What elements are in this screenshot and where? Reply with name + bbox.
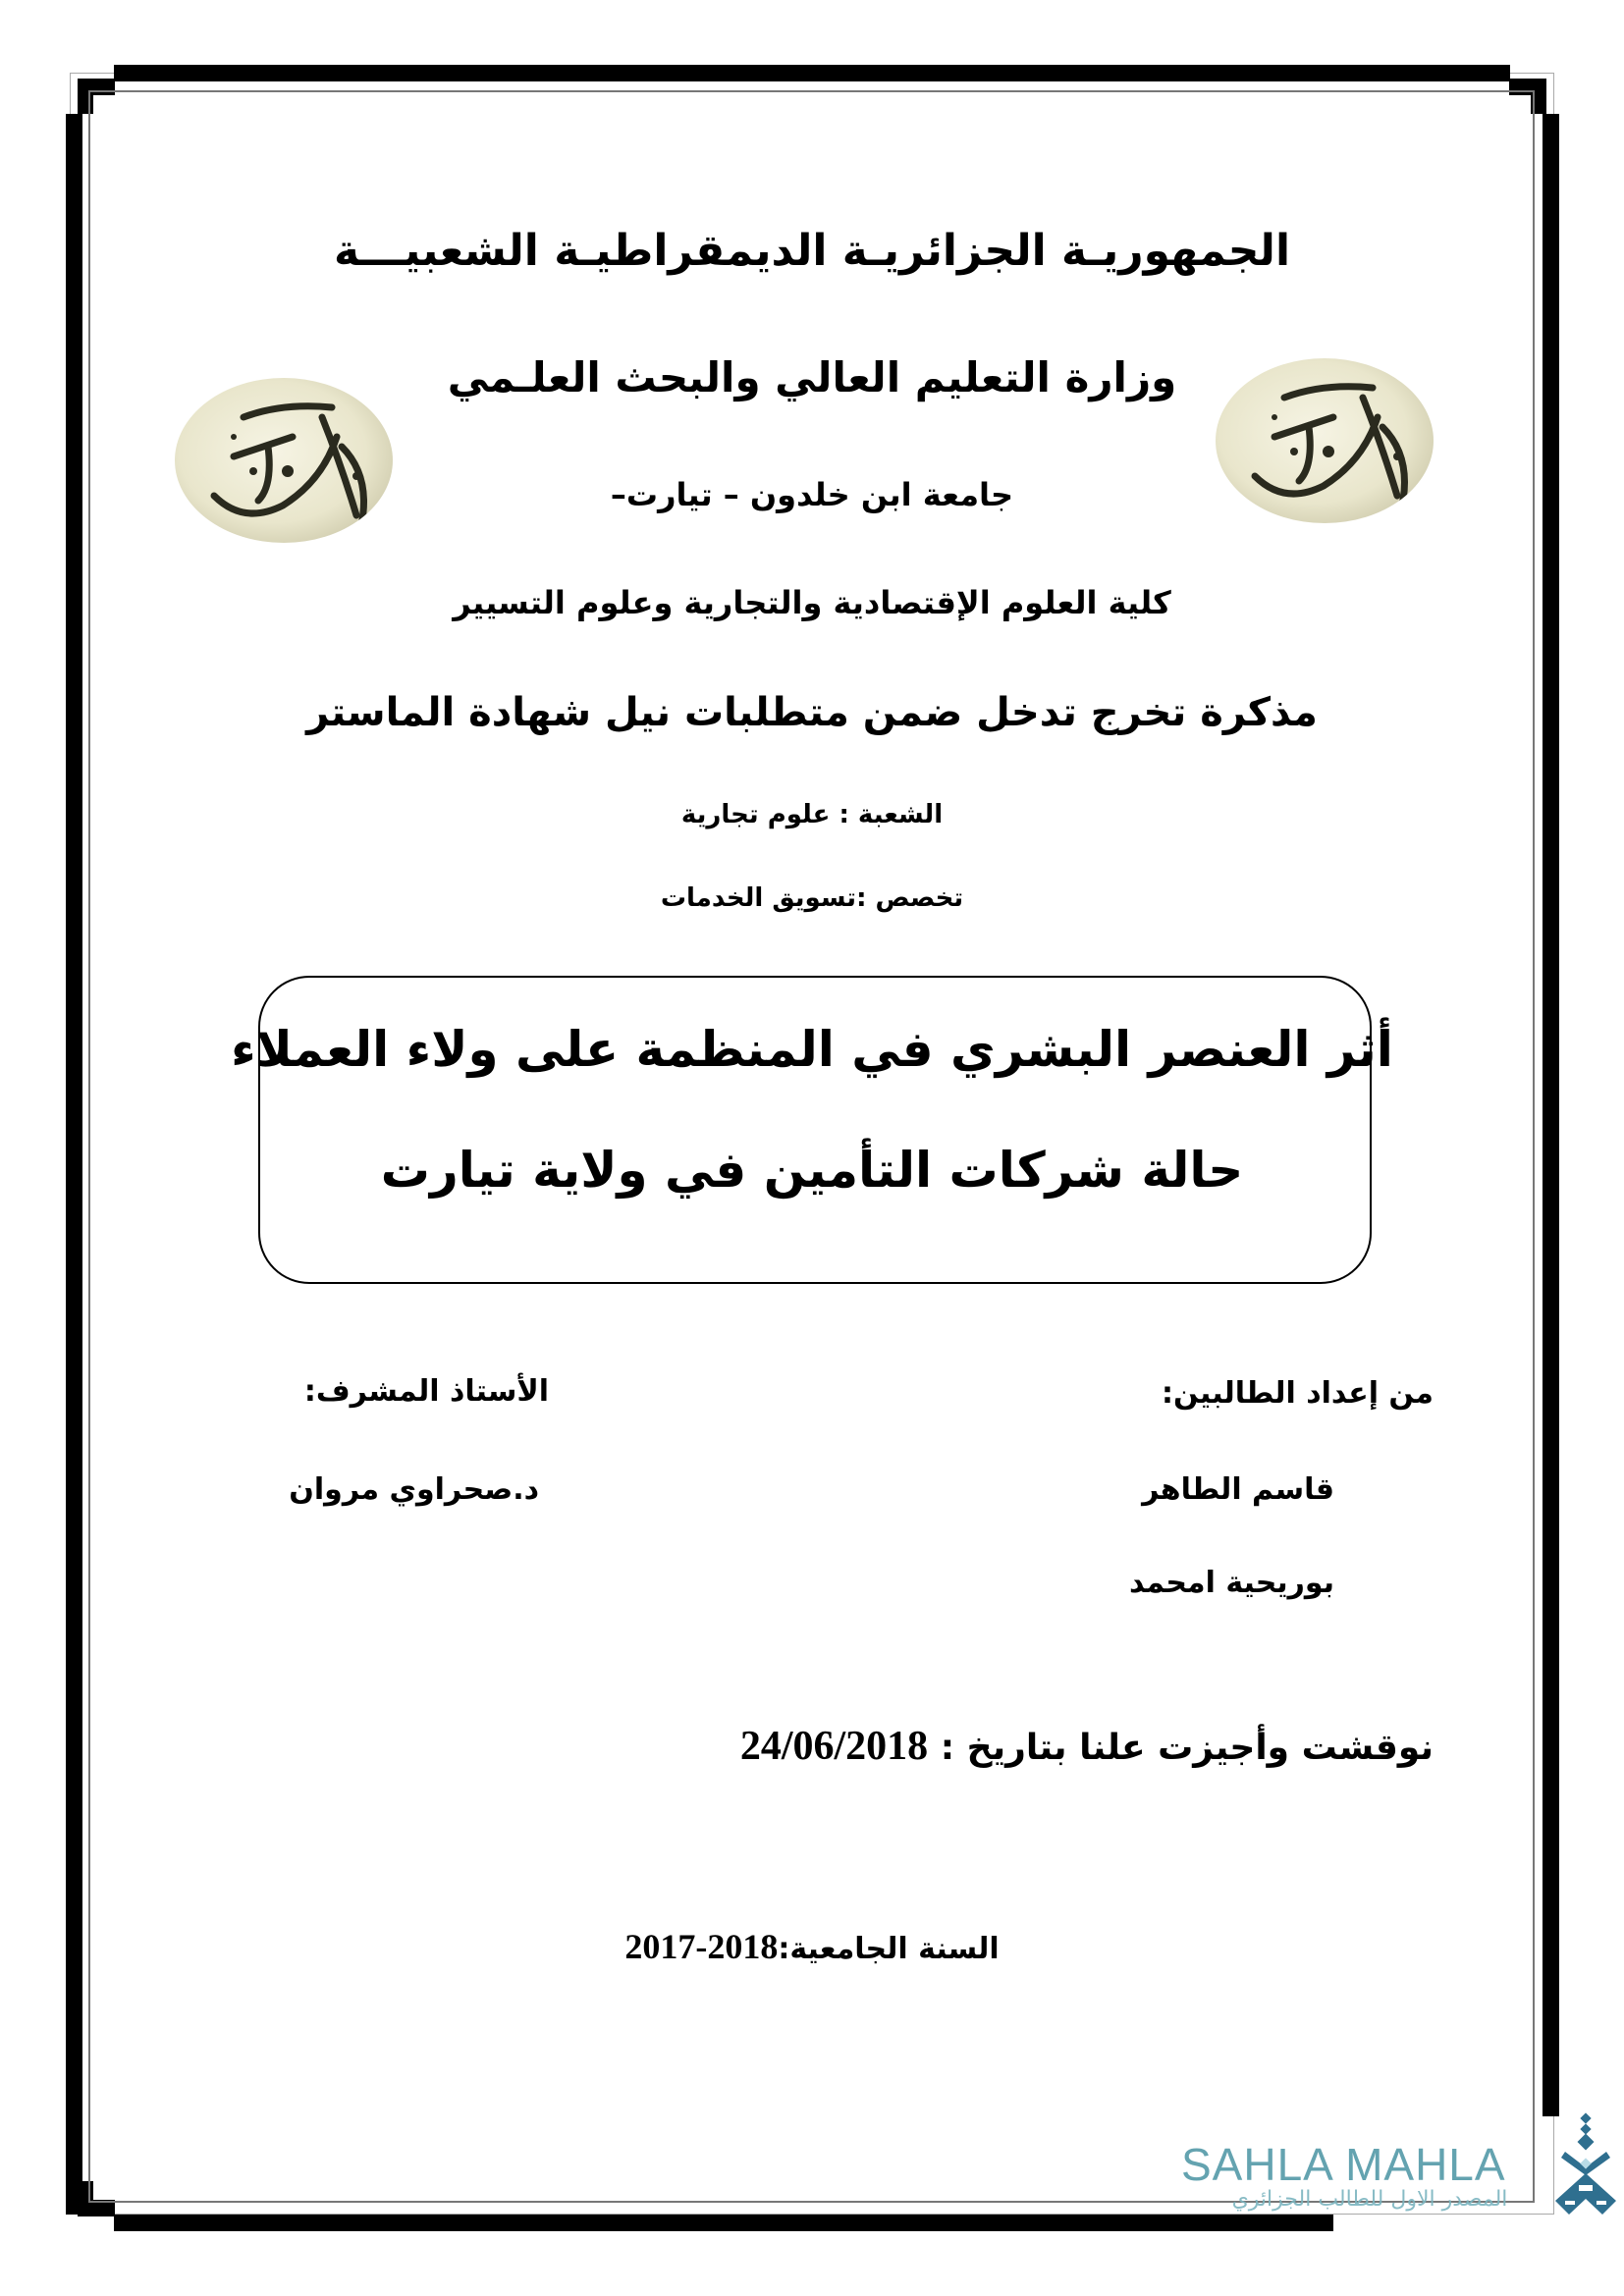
defense-date-line — [740, 1723, 1434, 1770]
academic-year-value: 2017-2018 — [624, 1927, 779, 1966]
university-name: جامعة ابن خلدون – تيارت– — [610, 476, 1014, 513]
supervisor-name: د.صحراوي مروان — [289, 1472, 539, 1507]
academic-year-label: السنة الجامعية: — [778, 1932, 1000, 1966]
thesis-type: مذكرة تخرج تدخل ضمن متطلبات نيل شهادة الماستر — [306, 690, 1318, 735]
country-name: الجمهوريـة الجزائريـة الديمقراطيـة الشعبيـــة — [333, 226, 1291, 276]
page-border-top — [114, 65, 1510, 81]
faculty-name: كلية العلوم الإقتصادية والتجارية وعلوم التسيير — [453, 584, 1171, 621]
watermark-tagline: المصدر الاول للطالب الجزائري — [1231, 2187, 1508, 2212]
supervisor-label: الأستاذ المشرف: — [303, 1374, 549, 1409]
defense-label: نوقشت وأجيزت علنا بتاريخ : — [928, 1728, 1434, 1768]
thesis-title-line2: حالة شركات التأمين في ولاية تيارت — [380, 1142, 1244, 1199]
university-seal-icon — [175, 378, 393, 543]
page-border-right — [1543, 114, 1559, 2116]
watermark-logo-icon — [1551, 2112, 1622, 2222]
branch: الشعبة : علوم تجارية — [680, 800, 944, 829]
ministry-name: وزارة التعليم العالي والبحث العلـمي — [447, 353, 1177, 401]
page-border-bottom — [114, 2215, 1333, 2231]
student-name: قاسم الطاهر — [1142, 1472, 1334, 1507]
defense-date: 24/06/2018 — [739, 1724, 929, 1769]
watermark-brand: SAHLA MAHLA — [1181, 2139, 1506, 2190]
students-label: من إعداد الطالبين: — [1161, 1376, 1434, 1411]
student-name: بوريحية امحمد — [1128, 1566, 1334, 1600]
thesis-title-line1: أثر العنصر البشري في المنظمة على ولاء العملاء — [231, 1021, 1393, 1078]
specialty: تخصص :تسويق الخدمات — [660, 883, 964, 913]
academic-year-line — [0, 1926, 1624, 1967]
seal-calligraphy-left — [175, 378, 393, 543]
